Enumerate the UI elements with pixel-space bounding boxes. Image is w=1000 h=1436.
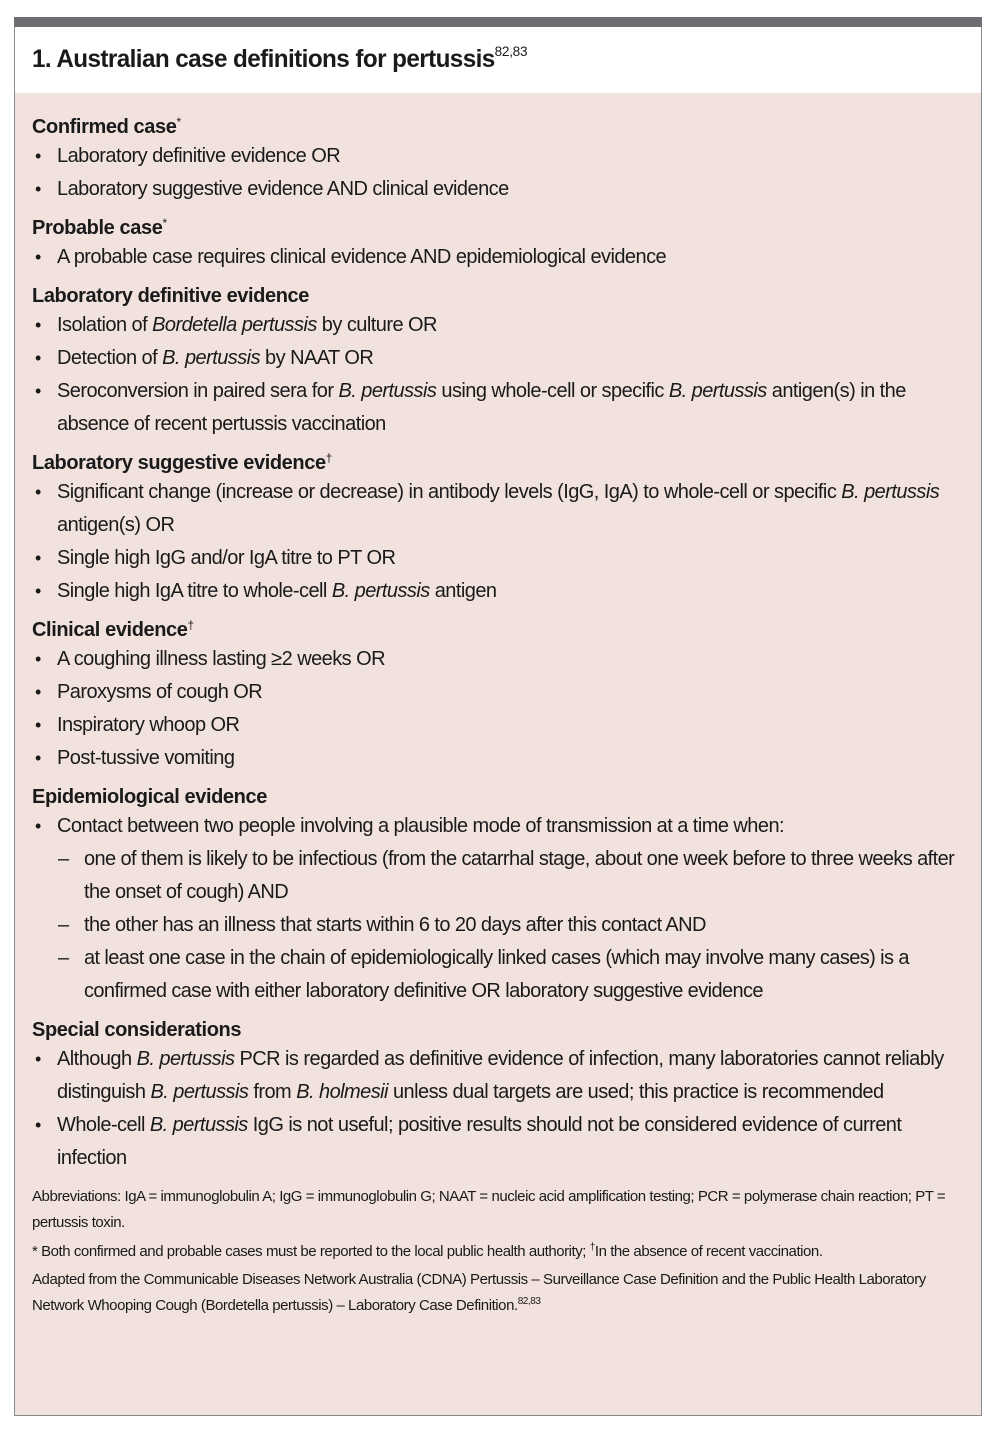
bullet-icon: •	[35, 1049, 41, 1069]
item-text: A coughing illness lasting ≥2 weeks OR	[57, 648, 386, 670]
item-text: A probable case requires clinical evidence AND epidemiological evidence	[57, 246, 667, 268]
item-text: antigen(s) OR	[57, 514, 175, 536]
footnote-markers	[32, 1239, 969, 1321]
section-heading-text: Special considerations	[32, 1019, 242, 1041]
section	[32, 114, 969, 206]
bullet-icon: •	[35, 715, 41, 735]
sub-list-item	[32, 843, 969, 909]
item-text: Paroxysms of cough OR	[57, 681, 263, 703]
section-heading	[32, 215, 969, 241]
bullet-list	[32, 810, 969, 1008]
bullet-icon: •	[35, 816, 41, 836]
sub-item-text: one of them is likely to be infectious (from the catarrhal stage, about one week before to three weeks after the onset of cough) AND	[84, 848, 955, 903]
bullet-icon: •	[35, 682, 41, 702]
item-text: Single high IgG and/or IgA titre to PT OR	[57, 547, 396, 569]
item-text: Inspiratory whoop OR	[57, 714, 240, 736]
box-title	[32, 45, 527, 74]
list-item	[32, 375, 969, 441]
item-text: Laboratory definitive evidence OR	[57, 145, 341, 167]
list-item	[32, 575, 969, 608]
species-name: B. pertussis	[338, 380, 437, 402]
bullet-icon: •	[35, 482, 41, 502]
species-name: Bordetella pertussis	[152, 314, 317, 336]
item-text: Laboratory suggestive evidence AND clinical evidence	[57, 178, 509, 200]
item-text: Isolation of	[57, 314, 153, 336]
bullet-icon: •	[35, 649, 41, 669]
species-name: B. pertussis	[150, 1081, 249, 1103]
item-text: antigen	[429, 580, 497, 602]
list-item	[32, 241, 969, 274]
list-item	[32, 476, 969, 542]
bullet-list	[32, 140, 969, 206]
section-heading	[32, 114, 969, 140]
section-heading	[32, 617, 969, 643]
section	[32, 1017, 969, 1175]
item-text: IgG is not useful; positive results should not be considered evidence of current infection	[57, 1114, 902, 1169]
section	[32, 450, 969, 608]
list-item	[32, 542, 969, 575]
bullet-list	[32, 476, 969, 608]
bullet-icon: •	[35, 581, 41, 601]
section-heading	[32, 1017, 969, 1043]
section	[32, 215, 969, 274]
item-text: by culture OR	[316, 314, 437, 336]
list-item	[32, 140, 969, 173]
sub-list-item	[32, 942, 969, 1008]
section-heading	[32, 450, 969, 476]
footnote-mark: *	[162, 216, 167, 230]
item-text: using whole-cell or specific	[436, 380, 669, 402]
species-name: B. pertussis	[668, 380, 767, 402]
bullet-list	[32, 643, 969, 775]
list-item	[32, 676, 969, 709]
sub-item-text: at least one case in the chain of epidemiologically linked cases (which may involve many cases) is a confirmed case with either laboratory definitive OR laboratory suggestive evidence	[84, 947, 909, 1002]
species-name: B. pertussis	[162, 347, 261, 369]
item-text: from	[248, 1081, 297, 1103]
list-item	[32, 709, 969, 742]
list-item	[32, 173, 969, 206]
bullet-icon: •	[35, 348, 41, 368]
box-header	[15, 27, 981, 93]
bullet-list	[32, 309, 969, 441]
item-text: Detection of	[57, 347, 163, 369]
source-references: 82,83	[517, 1296, 541, 1307]
item-text: Contact between two people involving a plausible mode of transmission at a time when:	[57, 815, 785, 837]
item-text: Single high IgA titre to whole-cell	[57, 580, 332, 602]
item-text: Significant change (increase or decrease) in antibody levels (IgG, IgA) to whole-cell or specific	[57, 481, 842, 503]
item-text: Seroconversion in paired sera for	[57, 380, 339, 402]
footnote-mark: †	[187, 618, 194, 632]
footnotes	[32, 1184, 969, 1321]
section	[32, 283, 969, 441]
section	[32, 784, 969, 1008]
species-name: B. pertussis	[331, 580, 430, 602]
sections-container	[32, 114, 969, 1175]
case-definitions-box	[14, 17, 982, 1416]
bullet-icon: •	[35, 247, 41, 267]
bullet-icon: •	[35, 748, 41, 768]
bullet-icon: •	[35, 315, 41, 335]
sub-item-text: the other has an illness that starts within 6 to 20 days after this contact AND	[84, 914, 706, 936]
list-item	[32, 810, 969, 843]
list-item	[32, 742, 969, 775]
section-heading	[32, 283, 969, 309]
bullet-icon: •	[35, 548, 41, 568]
footnote-mark: †	[325, 451, 332, 465]
list-item	[32, 309, 969, 342]
footnote-star: * Both confirmed and probable cases must be reported to the local public health authority;	[32, 1243, 590, 1260]
top-accent-bar	[14, 17, 982, 27]
source-note: Adapted from the Communicable Diseases Network Australia (CDNA) Pertussis – Surveillance Case Definition and the Public Health Laboratory Network Whooping Cough (Bordetella pertussis) – Laboratory Case Definition.	[32, 1271, 926, 1314]
section-heading-text: Epidemiological evidence	[32, 786, 267, 808]
footnote-dagger: In the absence of recent vaccination.	[594, 1243, 823, 1260]
species-name: B. pertussis	[136, 1048, 235, 1070]
species-name: B. pertussis	[149, 1114, 248, 1136]
section-heading	[32, 784, 969, 810]
item-text: unless dual targets are used; this practice is recommended	[387, 1081, 884, 1103]
section-heading-text: Probable case	[32, 217, 163, 239]
footnote-mark: *	[176, 115, 181, 129]
bullet-list	[32, 241, 969, 274]
bullet-icon: •	[35, 1115, 41, 1135]
title-text: 1. Australian case definitions for pertussis	[32, 45, 495, 73]
item-text: Although	[57, 1048, 137, 1070]
list-item	[32, 1043, 969, 1109]
section	[32, 617, 969, 775]
section-heading-text: Confirmed case	[32, 116, 177, 138]
item-text: antigen(s) in the absence of recent pertussis vaccination	[57, 380, 906, 435]
section-heading-text: Clinical evidence	[32, 619, 188, 641]
footnote-dagger-mark: †	[589, 1242, 595, 1253]
bullet-icon: •	[35, 146, 41, 166]
bullet-list	[32, 1043, 969, 1175]
sub-list-item	[32, 909, 969, 942]
item-text: Whole-cell	[57, 1114, 150, 1136]
title-references: 82,83	[494, 43, 528, 59]
abbreviations-note: Abbreviations: IgA = immunoglobulin A; IgG = immunoglobulin G; NAAT = nucleic acid amplification testing; PCR = polymerase chain reaction; PT = pertussis toxin.	[32, 1188, 946, 1231]
section-heading-text: Laboratory suggestive evidence	[32, 452, 326, 474]
bullet-icon: •	[35, 179, 41, 199]
dash-icon: –	[58, 848, 69, 870]
section-heading-text: Laboratory definitive evidence	[32, 285, 309, 307]
dash-icon: –	[58, 947, 69, 969]
species-name: B. holmesii	[296, 1081, 388, 1103]
list-item	[32, 342, 969, 375]
item-text: by NAAT OR	[260, 347, 374, 369]
species-name: B. pertussis	[841, 481, 940, 503]
bullet-icon: •	[35, 381, 41, 401]
dash-icon: –	[58, 914, 69, 936]
list-item	[32, 643, 969, 676]
item-text: Post-tussive vomiting	[57, 747, 235, 769]
list-item	[32, 1109, 969, 1175]
item-text: PCR is regarded as definitive evidence of infection, many laboratories cannot reliably distinguish	[57, 1048, 944, 1103]
box-content	[32, 114, 969, 1324]
